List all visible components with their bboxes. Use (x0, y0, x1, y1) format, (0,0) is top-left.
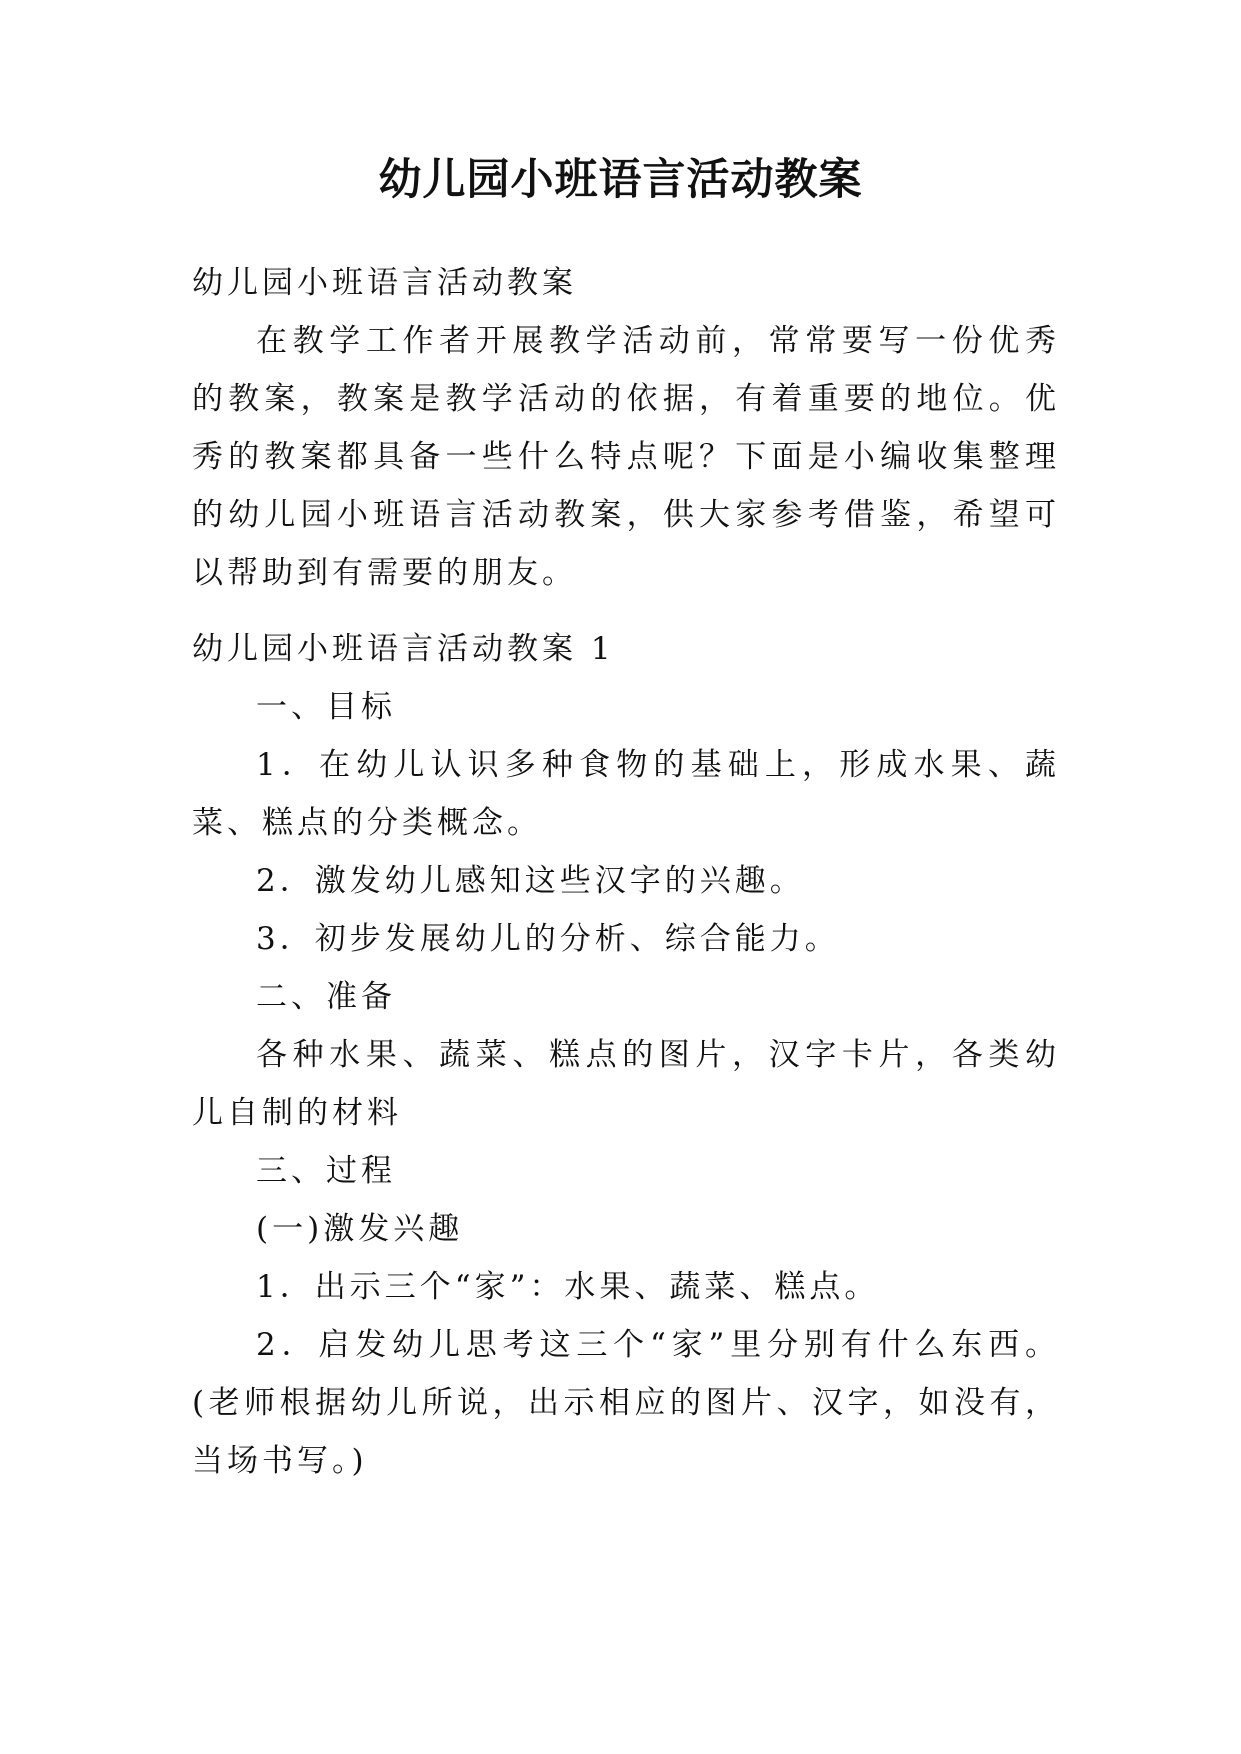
goal-heading: 一、目标 (256, 689, 396, 725)
section-title: 幼儿园小班语言活动教案 1 (192, 631, 615, 667)
process-step-1: 1．出示三个“家”：水果、蔬菜、糕点。 (256, 1269, 880, 1305)
intro-paragraph: 在教学工作者开展教学活动前，常常要写一份优秀的教案，教案是教学活动的依据，有着重要的地位。优秀的教案都具备一些什么特点呢？下面是小编收集整理的幼儿园小班语言活动教案，供大家参考借鉴，希望可以帮助到有需要的朋友。 (192, 323, 1060, 591)
goal-1-block (192, 736, 1060, 852)
prep-text: 各种水果、蔬菜、糕点的图片，汉字卡片，各类幼儿自制的材料 (192, 1037, 1060, 1131)
intro-paragraph-block (192, 312, 1060, 602)
process-subheading: (一)激发兴趣 (256, 1211, 464, 1247)
intro-heading: 幼儿园小班语言活动教案 (192, 265, 577, 301)
process-heading: 三、过程 (256, 1153, 396, 1189)
goal-item-1: 1．在幼儿认识多种食物的基础上，形成水果、蔬菜、糕点的分类概念。 (192, 747, 1060, 841)
prep-heading: 二、准备 (256, 979, 396, 1015)
goal-item-2: 2．激发幼儿感知这些汉字的兴趣。 (256, 863, 805, 899)
process-step-2-block (192, 1316, 1060, 1490)
process-step-2: 2．启发幼儿思考这三个“家”里分别有什么东西。(老师根据幼儿所说，出示相应的图片、汉字，如没有，当场书写。) (192, 1327, 1060, 1479)
goal-item-3: 3．初步发展幼儿的分析、综合能力。 (256, 921, 840, 957)
document-title: 幼儿园小班语言活动教案 (378, 155, 863, 205)
prep-block (192, 1026, 1060, 1142)
